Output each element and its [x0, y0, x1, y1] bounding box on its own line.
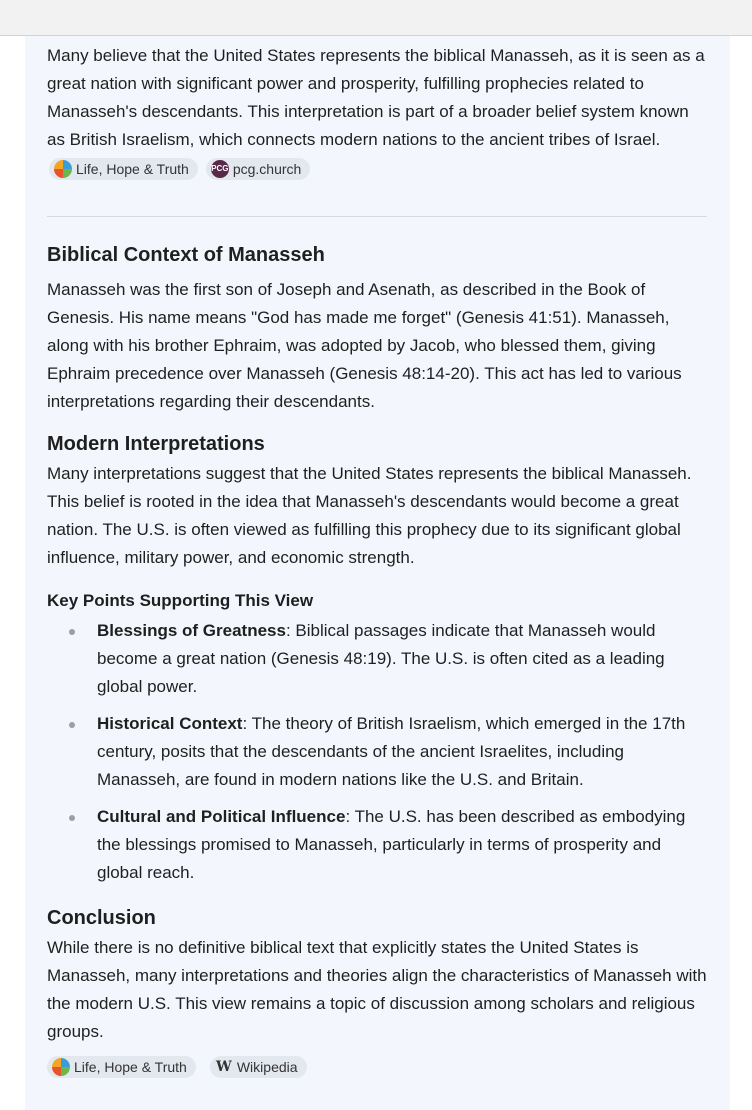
list-item: Blessings of Greatness: Biblical passages indicate that Manasseh would become a great nation (Genesis 48:19). The U.S. is often cited as a leading global power.: [47, 617, 707, 701]
lht-icon: [52, 1058, 70, 1076]
source-chip-pcg-church[interactable]: PCG pcg.church: [206, 158, 310, 180]
modern-interpretations-paragraph: Many interpretations suggest that the United States represents the biblical Manasseh. This belief is rooted in the idea that Manasseh's descendants would become a great nation. The U.S. is often viewed as fulfilling this prophecy due to its significant global influence, military power, and economic strength.: [47, 464, 692, 567]
biblical-context-paragraph: Manasseh was the first son of Joseph and Asenath, as described in the Book of Genesis. His name means "God has made me forget" (Genesis 41:51). Manasseh, along with his brother Ephraim, was adopted by Jacob, who blessed them, giving Ephraim precedence over Manasseh (Genesis 48:14-20). This act has led to various interpretations regarding their descendants.: [47, 280, 682, 411]
answer-content: [47, 42, 707, 1078]
lht-icon: [54, 160, 72, 178]
pcg-icon: PCG: [211, 160, 229, 178]
intro-paragraph: Many believe that the United States represents the biblical Manasseh, as it is seen as a great nation with significant power and prosperity, fulfilling prophecies related to Manasseh's descendants. This interpretation is part of a broader belief system known as British Israelism, which connects modern nations to the ancient tribes of Israel. Life, Hope & Truth PCG pcg.church: [47, 42, 707, 182]
heading-key-points: Key Points Supporting This View: [47, 591, 314, 610]
heading-conclusion: Conclusion: [47, 907, 156, 929]
source-chip-life-hope-truth[interactable]: Life, Hope & Truth: [49, 158, 198, 180]
source-chip-wikipedia[interactable]: W Wikipedia: [210, 1056, 307, 1078]
key-points-list: [47, 617, 707, 887]
list-item: Historical Context: The theory of British Israelism, which emerged in the 17th century, posits that the descendants of the ancient Israelites, including Manasseh, are found in modern nations like the U.S. and Britain.: [47, 710, 707, 794]
intro-sources: [49, 158, 310, 180]
heading-modern-interpretations: Modern Interpretations: [47, 433, 265, 455]
divider: [47, 216, 707, 217]
conclusion-paragraph: While there is no definitive biblical text that explicitly states the United States is Manasseh, many interpretations and theories align the characteristics of Manasseh with the modern U.S. This view remains a topic of discussion among scholars and religious groups.: [47, 938, 707, 1041]
top-bar: [0, 0, 752, 36]
source-chip-life-hope-truth[interactable]: Life, Hope & Truth: [47, 1056, 196, 1078]
heading-biblical-context: Biblical Context of Manasseh: [47, 244, 325, 266]
conclusion-sources: [47, 1056, 307, 1078]
list-item: Cultural and Political Influence: The U.S. has been described as embodying the blessings promised to Manasseh, particularly in terms of prosperity and global reach.: [47, 803, 707, 887]
wikipedia-icon: W: [215, 1059, 232, 1075]
